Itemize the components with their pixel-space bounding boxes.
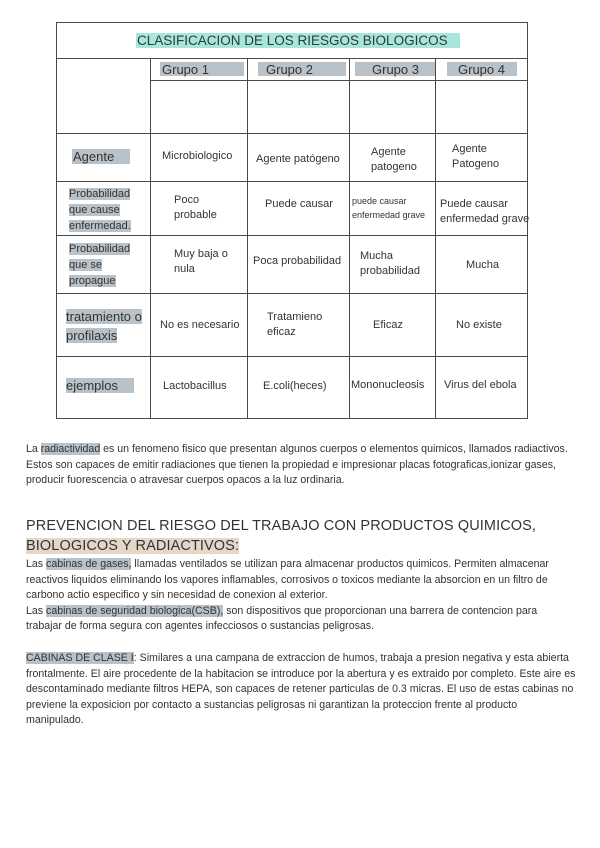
table-cell: Muy baja o nula [174, 248, 228, 275]
group-2-header: Grupo 2 [266, 62, 313, 77]
group-3-header: Grupo 3 [372, 62, 419, 77]
table-cell: No existe [456, 319, 502, 331]
row-label-ejemplos: ejemplos [66, 378, 134, 394]
group-4-header: Grupo 4 [458, 62, 505, 77]
table-cell: Mononucleosis [351, 379, 425, 391]
prevencion-heading: PREVENCION DEL RIESGO DEL TRABAJO CON PRODUCTOS QUIMICOS, BIOLOGICOS Y RADIACTIVOS: [26, 518, 537, 554]
row-label-probabilidad-enfermedad: Probabilidad que cause enfermedad. [69, 188, 131, 232]
table-cell: Tratamieno eficaz [267, 311, 323, 338]
radiactividad-paragraph: La radiactividad es un fenomeno fisico que presentan algunos cuerpos o elementos quimicos, llamados radiactivos. Estos son capaces de emitir radiaciones que tienen la propiedad e impresionar placas fotograficas,ionizar gases, producir fuorescencia o atravesar cuerpos opacos a la luz ordinaria. [26, 443, 568, 487]
table-cell: Agente patogeno [371, 146, 417, 173]
cabinas-clase-i-paragraph: CABINAS DE CLASE I: Similares a una campana de extraccion de humos, trabaja a presion negativa y esta abierta frontalmente. El aire procedente de la habitacion se introduce por la abertura y es extraido por completo. Este aire es descontaminado mediante filtros HEPA, son capaces de retener particulas de 0.3 micras. El uso de estas cabinas no previene la exposicion por contacto a sustancias peligrosas ni garantizan la proteccion frente al producto manipulado. [26, 652, 576, 727]
table-cell: Puede causar [265, 198, 333, 210]
table-cell: Mucha [466, 259, 500, 271]
table-cell: No es necesario [160, 319, 240, 331]
table-cell: Poco probable [174, 194, 217, 221]
row-label-probabilidad-propague: Probabilidad que se propague [69, 243, 131, 287]
table-cell: Eficaz [373, 319, 403, 331]
table-cell: Agente patógeno [256, 153, 340, 165]
table-cell: E.coli(heces) [263, 380, 327, 392]
group-1-header: Grupo 1 [162, 62, 209, 77]
table-cell: Puede causar enfermedad grave [440, 198, 530, 225]
row-label-agente: Agente [72, 149, 130, 165]
table-cell: Microbiologico [162, 150, 233, 162]
row-label-tratamiento: tratamiento o profilaxis [66, 309, 142, 343]
table-cell: Lactobacillus [163, 380, 227, 392]
table-cell: Agente Patogeno [452, 143, 500, 170]
table-cell: Virus del ebola [444, 379, 517, 391]
cabinas-gases-paragraph: Las cabinas de gases, llamadas ventilados se utilizan para almacenar productos quimicos. Permiten almacenar reactivos liquidos eliminando los vapores inflamables, corrosivos o toxicos mediante la absorcion en un filtro de carbono actio especifico y sin necesidad de conexion al exterior. Las cabinas de seguridad biologica(CSB), son dispositivos que proporcionan una barrera de contencion para trabajar de forma segura con agentes infecciosos o sustancias peligrosas. [26, 558, 549, 633]
table-cell: puede causar enfermedad grave [352, 196, 426, 220]
table-cell: Mucha probabilidad [360, 250, 420, 277]
table-title: CLASIFICACION DE LOS RIESGOS BIOLOGICOS [136, 33, 460, 49]
table-cell: Poca probabilidad [253, 255, 342, 267]
